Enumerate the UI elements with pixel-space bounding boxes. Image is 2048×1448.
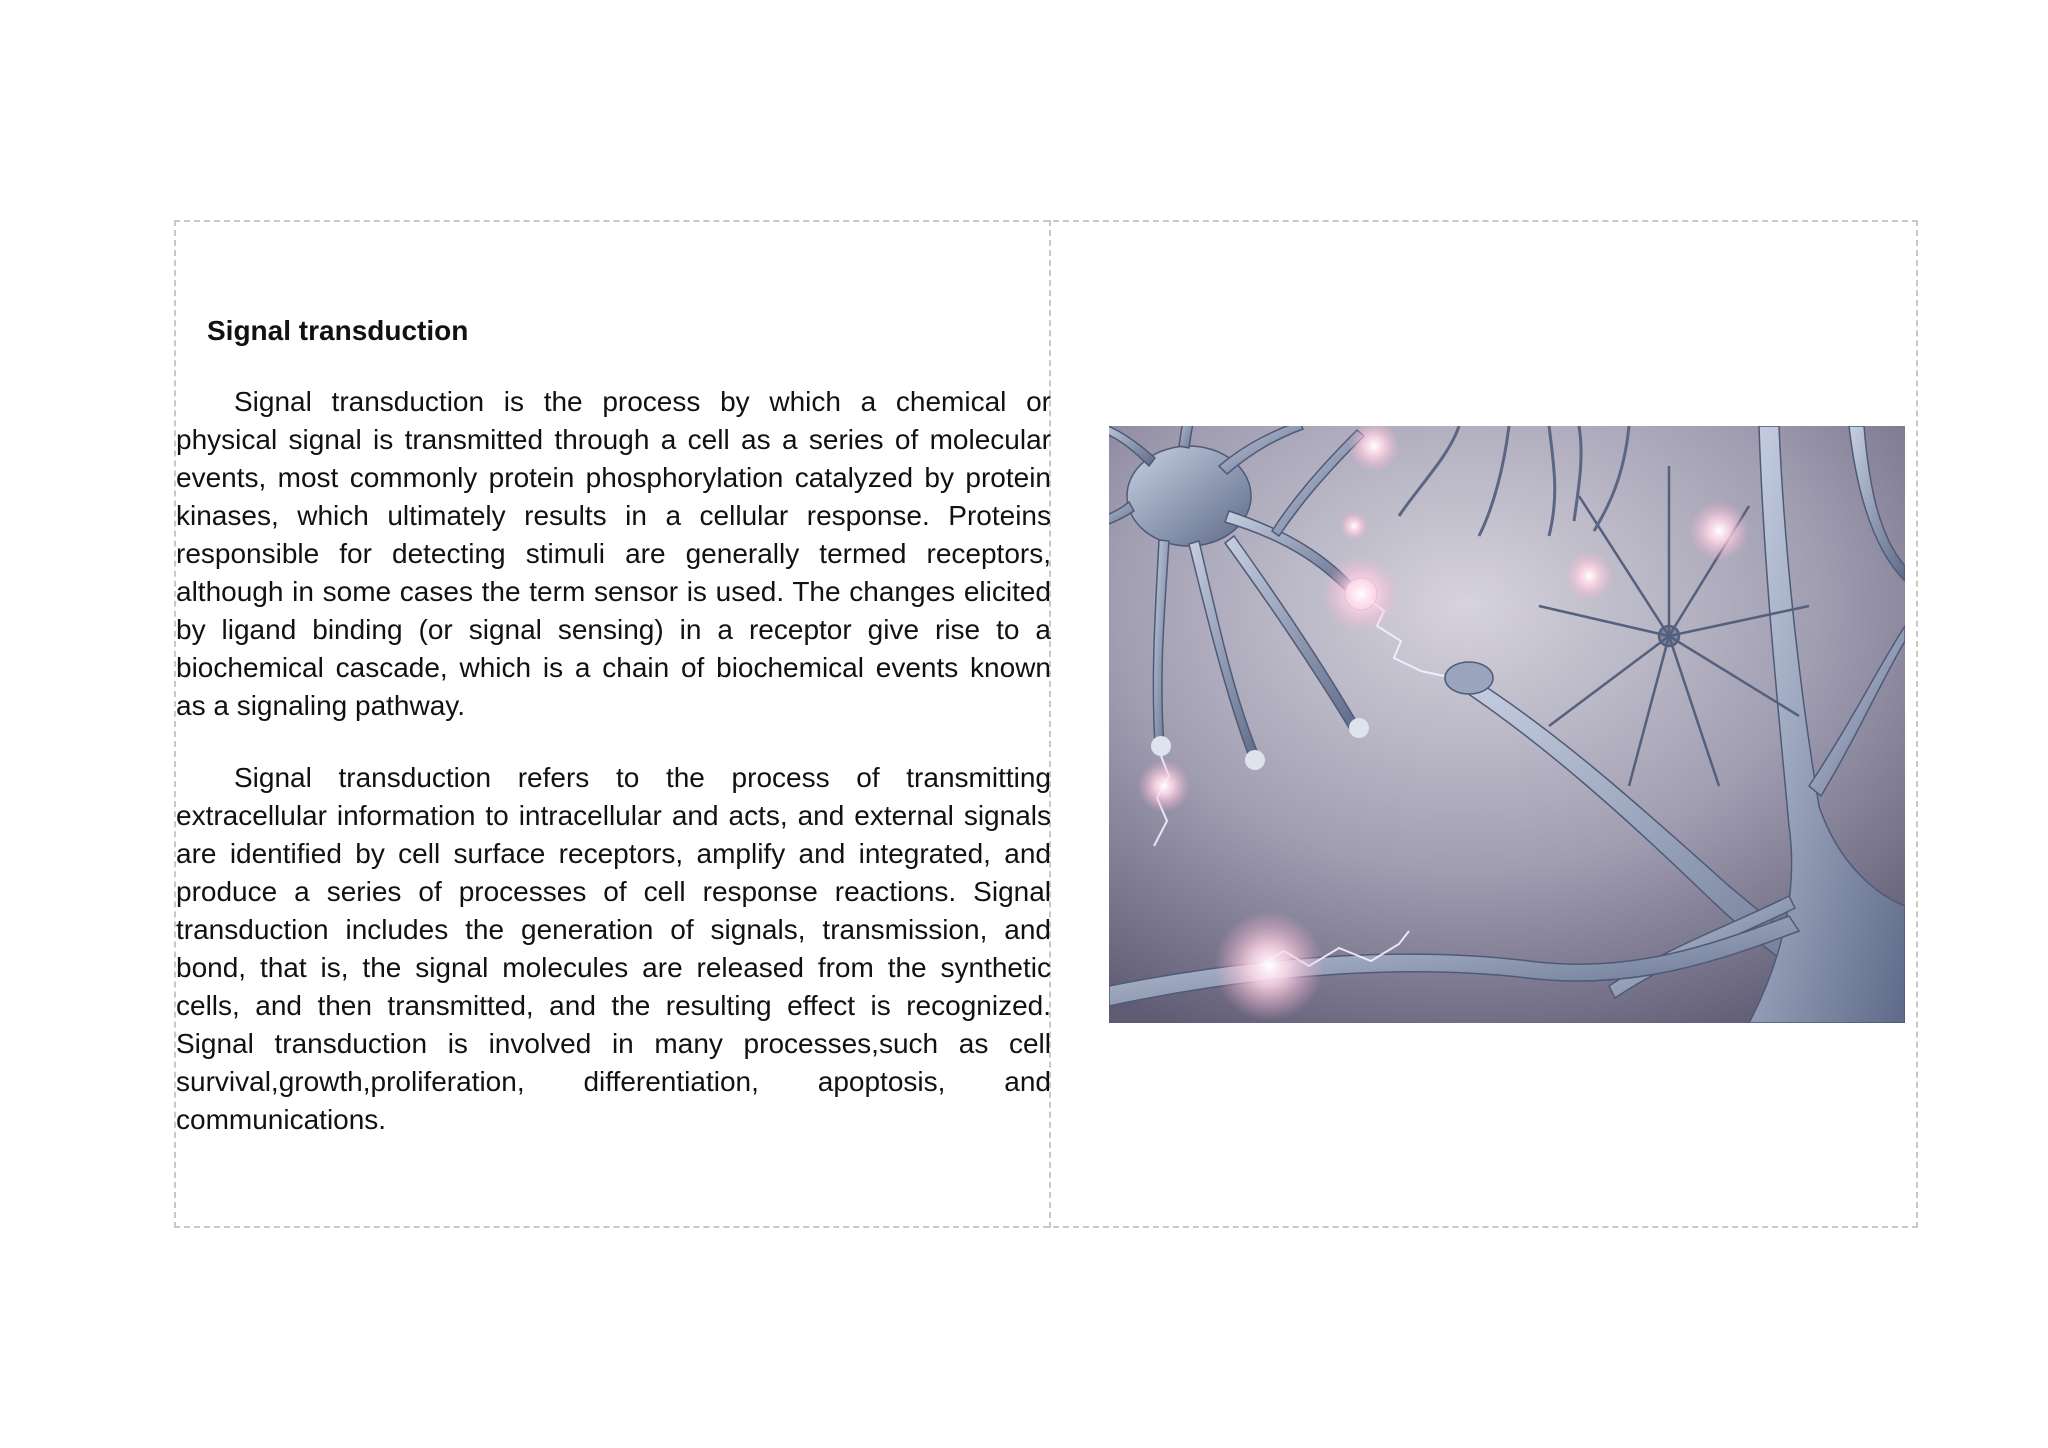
neuron-illustration xyxy=(1109,426,1905,1023)
glow-3 xyxy=(1689,501,1749,561)
section-heading: Signal transduction xyxy=(207,315,469,346)
body-text xyxy=(176,383,1051,1173)
paragraph-2: Signal transduction refers to the process of transmitting extracellular information to intracellular and acts, and external signals are identified by cell surface receptors, amplify and integrated, and produce a series of processes of cell response reactions. Signal transduction includes the generation of signals, transmission, and bond, that is, the signal molecules are released from the synthetic cells, and then transmitted, and the resulting effect is recognized. Signal transduction is involved in many processes,such as cell survival,growth,proliferation, differentiation, apoptosis, and communications. xyxy=(176,762,1051,1135)
neuron-image xyxy=(1109,426,1905,1023)
glow-5 xyxy=(1138,760,1190,812)
glow-4 xyxy=(1565,552,1613,600)
paragraph-1: Signal transduction is the process by which a chemical or physical signal is transmitted through a cell as a series of molecular events, most commonly protein phosphorylation catalyzed by protein kinases, which ultimately results in a cellular response. Proteins responsible for detecting stimuli are generally termed receptors, although in some cases the term sensor is used. The changes elicited by ligand binding (or signal sensing) in a receptor give rise to a biochemical cascade, which is a chain of biochemical events known as a signaling pathway. xyxy=(176,386,1051,721)
glow-2 xyxy=(1214,911,1324,1021)
glow-1 xyxy=(1323,556,1399,632)
glow-7 xyxy=(1340,512,1368,540)
